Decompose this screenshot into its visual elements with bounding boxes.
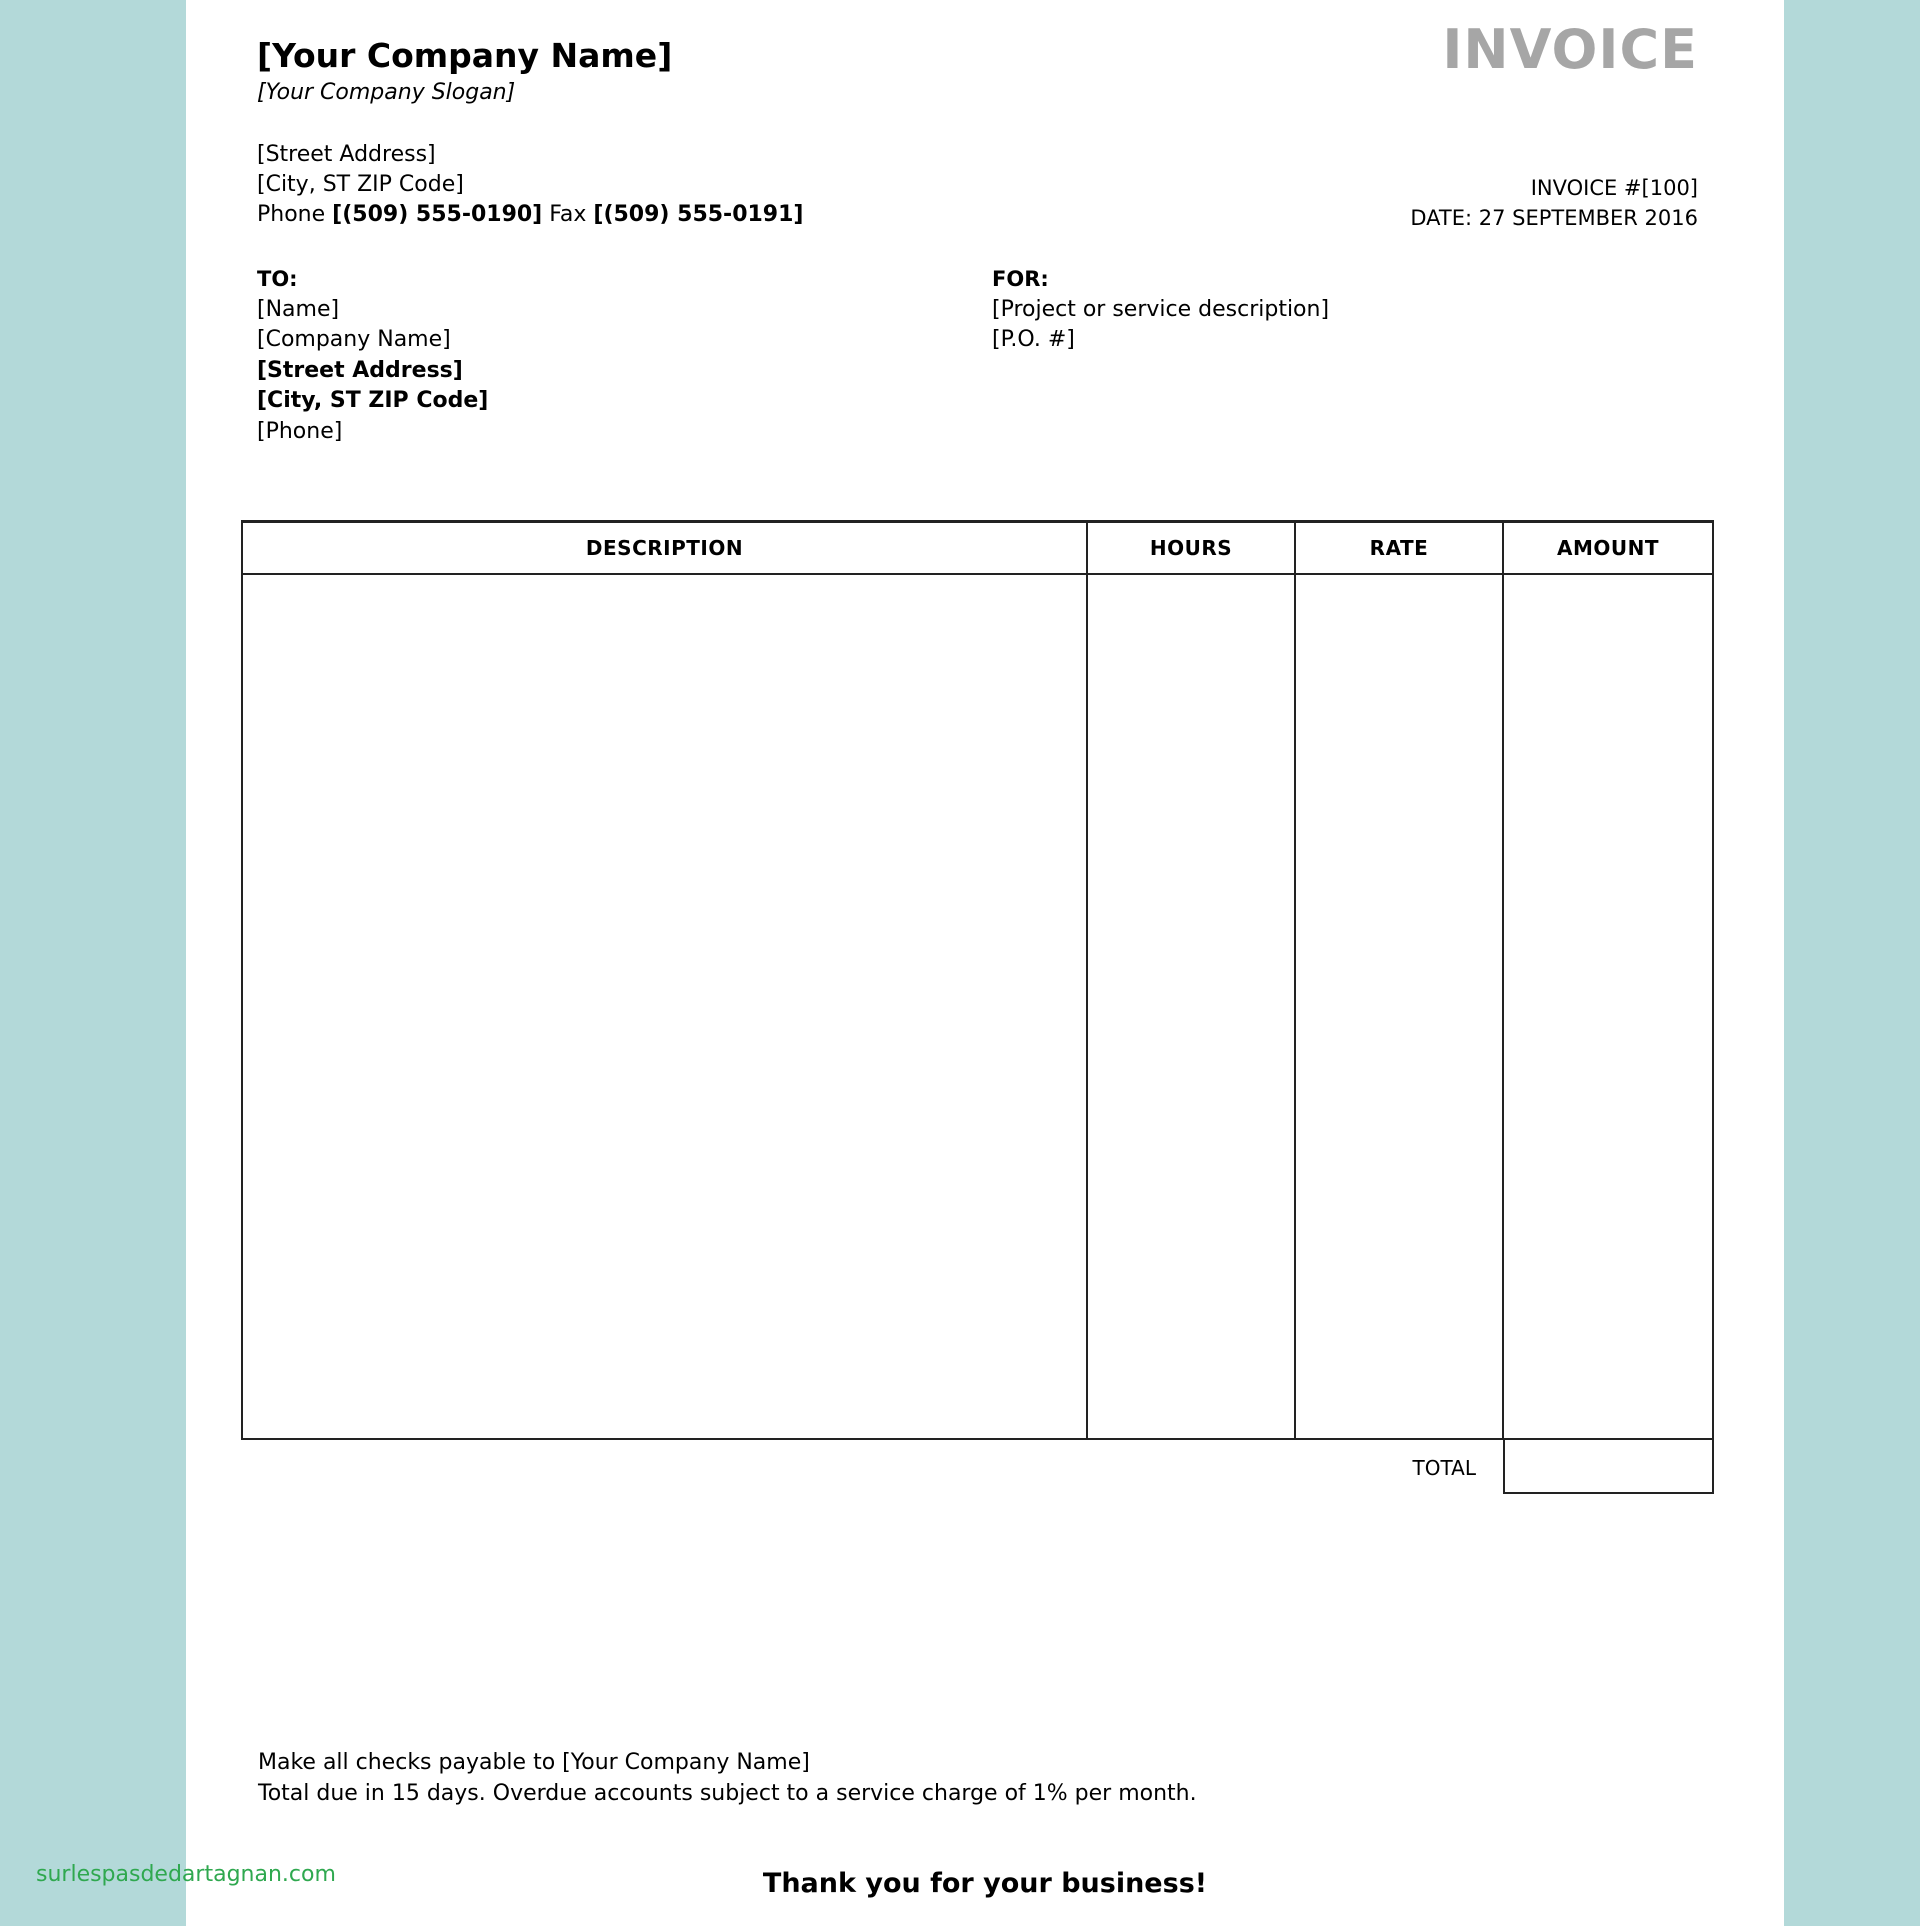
column-divider	[1086, 523, 1088, 1438]
thank-you-message: Thank you for your business!	[762, 1868, 1208, 1899]
total-amount-cell[interactable]	[1503, 1440, 1714, 1494]
company-slogan: [Your Company Slogan]	[257, 80, 516, 105]
invoice-number: INVOICE #[100]	[1530, 176, 1698, 200]
for-description: [Project or service description]	[992, 296, 1330, 322]
company-name: [Your Company Name]	[257, 36, 673, 75]
total-label: TOTAL	[1412, 1456, 1476, 1480]
payable-note: Make all checks payable to [Your Company Name]	[258, 1750, 810, 1775]
header-description: DESCRIPTION	[585, 536, 744, 560]
for-label: FOR:	[992, 267, 1049, 291]
header-rate: RATE	[1369, 536, 1429, 560]
terms-note: Total due in 15 days. Overdue accounts subject to a service charge of 1% per month.	[258, 1781, 1197, 1806]
to-city: [City, ST ZIP Code]	[257, 388, 489, 414]
invoice-page	[186, 0, 1784, 1926]
company-street: [Street Address]	[257, 142, 436, 167]
fax-label: Fax	[549, 202, 587, 227]
company-fax: [(509) 555-0191]	[593, 202, 804, 227]
bill-to-block	[257, 264, 488, 448]
invoice-title: INVOICE	[1442, 18, 1698, 81]
for-po: [P.O. #]	[992, 327, 1075, 353]
phone-label: Phone	[257, 202, 326, 227]
company-contact	[257, 202, 803, 227]
header-amount: AMOUNT	[1556, 536, 1659, 560]
column-divider	[1502, 523, 1504, 1438]
for-block	[992, 264, 1329, 356]
to-phone: [Phone]	[257, 418, 343, 444]
watermark-text: surlespasdedartagnan.com	[36, 1862, 336, 1887]
to-company: [Company Name]	[257, 327, 451, 353]
line-items-table	[241, 520, 1714, 1440]
company-phone: [(509) 555-0190]	[332, 202, 543, 227]
to-name: [Name]	[257, 296, 340, 322]
company-city: [City, ST ZIP Code]	[257, 172, 464, 197]
header-hours: HOURS	[1149, 536, 1233, 560]
column-divider	[1294, 523, 1296, 1438]
to-label: TO:	[257, 267, 298, 291]
invoice-date: DATE: 27 SEPTEMBER 2016	[1410, 206, 1698, 230]
to-street: [Street Address]	[257, 357, 463, 383]
